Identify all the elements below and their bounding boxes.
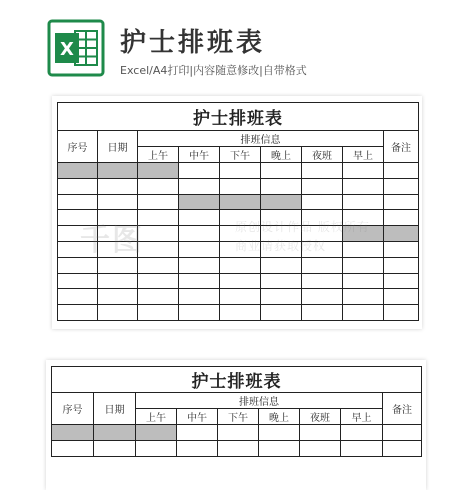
table-cell[interactable] xyxy=(220,226,261,242)
table-cell[interactable] xyxy=(98,257,138,273)
table-cell[interactable] xyxy=(179,241,220,257)
table-row xyxy=(58,289,419,305)
table-cell[interactable] xyxy=(261,226,302,242)
table-cell[interactable] xyxy=(98,210,138,226)
table-cell[interactable] xyxy=(58,273,98,289)
table-cell[interactable] xyxy=(98,241,138,257)
table-row xyxy=(58,273,419,289)
table-cell[interactable] xyxy=(343,226,384,242)
table-cell[interactable] xyxy=(138,178,179,194)
table-cell[interactable] xyxy=(383,425,422,441)
table-cell[interactable] xyxy=(261,257,302,273)
table-cell[interactable] xyxy=(300,425,341,441)
table-cell[interactable] xyxy=(261,178,302,194)
header-date: 日期 xyxy=(94,393,136,425)
table-cell[interactable] xyxy=(179,226,220,242)
table-cell[interactable] xyxy=(384,289,419,305)
header-seq: 序号 xyxy=(52,393,94,425)
header-shift: 早上 xyxy=(343,147,384,163)
table-cell[interactable] xyxy=(341,441,383,457)
header-note: 备注 xyxy=(384,131,419,163)
table-cell[interactable] xyxy=(179,194,220,210)
table-cell[interactable] xyxy=(261,241,302,257)
table-row xyxy=(58,241,419,257)
header-shift: 中午 xyxy=(179,147,220,163)
table-cell[interactable] xyxy=(302,289,343,305)
table-cell[interactable] xyxy=(177,425,218,441)
header-shift: 早上 xyxy=(341,409,383,425)
table-cell[interactable] xyxy=(302,257,343,273)
table-cell[interactable] xyxy=(259,425,300,441)
table-row xyxy=(52,425,422,441)
table-cell[interactable] xyxy=(98,194,138,210)
table-cell[interactable] xyxy=(220,241,261,257)
table-cell[interactable] xyxy=(58,226,98,242)
table-cell[interactable] xyxy=(341,425,383,441)
table-row xyxy=(58,178,419,194)
table-cell[interactable] xyxy=(58,241,98,257)
table-cell[interactable] xyxy=(138,226,179,242)
header-shift: 晚上 xyxy=(259,409,300,425)
table-cell[interactable] xyxy=(58,163,98,179)
table-cell[interactable] xyxy=(343,194,384,210)
table-cell[interactable] xyxy=(343,305,384,321)
table-cell[interactable] xyxy=(94,425,136,441)
table-cell[interactable] xyxy=(384,210,419,226)
table-cell[interactable] xyxy=(98,305,138,321)
table-cell[interactable] xyxy=(384,226,419,242)
table-cell[interactable] xyxy=(138,305,179,321)
header-note: 备注 xyxy=(383,393,422,425)
table-cell[interactable] xyxy=(343,163,384,179)
table-cell[interactable] xyxy=(220,289,261,305)
table-cell[interactable] xyxy=(383,441,422,457)
table-cell[interactable] xyxy=(52,441,94,457)
schedule-table xyxy=(57,102,419,321)
table-cell[interactable] xyxy=(218,425,259,441)
table-cell[interactable] xyxy=(58,194,98,210)
table-cell[interactable] xyxy=(58,178,98,194)
header-seq: 序号 xyxy=(58,131,98,163)
table-cell[interactable] xyxy=(136,441,177,457)
table-cell[interactable] xyxy=(179,257,220,273)
table-cell[interactable] xyxy=(138,289,179,305)
excel-icon-letter: X xyxy=(60,39,74,60)
table-cell[interactable] xyxy=(302,226,343,242)
table-cell[interactable] xyxy=(138,194,179,210)
table-title: 护士排班表 xyxy=(58,103,419,131)
table-cell[interactable] xyxy=(177,441,218,457)
table-cell[interactable] xyxy=(94,441,136,457)
table-cell[interactable] xyxy=(218,441,259,457)
table-cell[interactable] xyxy=(261,210,302,226)
table-cell[interactable] xyxy=(138,210,179,226)
table-cell[interactable] xyxy=(343,178,384,194)
header-shift: 上午 xyxy=(138,147,179,163)
table-cell[interactable] xyxy=(220,305,261,321)
header-group: 排班信息 xyxy=(138,131,384,147)
header-shift: 下午 xyxy=(218,409,259,425)
table-cell[interactable] xyxy=(302,194,343,210)
header-date: 日期 xyxy=(98,131,138,163)
table-cell[interactable] xyxy=(179,305,220,321)
table-cell[interactable] xyxy=(384,273,419,289)
table-cell[interactable] xyxy=(343,257,384,273)
table-cell[interactable] xyxy=(302,241,343,257)
table-cell[interactable] xyxy=(261,163,302,179)
header-shift: 下午 xyxy=(220,147,261,163)
table-cell[interactable] xyxy=(179,289,220,305)
table-cell[interactable] xyxy=(98,289,138,305)
table-cell[interactable] xyxy=(98,226,138,242)
table-cell[interactable] xyxy=(343,273,384,289)
table-row xyxy=(58,257,419,273)
table-cell[interactable] xyxy=(58,289,98,305)
table-cell[interactable] xyxy=(179,163,220,179)
table-cell[interactable] xyxy=(259,441,300,457)
table-row xyxy=(52,441,422,457)
table-cell[interactable] xyxy=(384,194,419,210)
table-cell[interactable] xyxy=(261,289,302,305)
table-cell[interactable] xyxy=(58,257,98,273)
table-cell[interactable] xyxy=(52,425,94,441)
table-cell[interactable] xyxy=(58,305,98,321)
table-cell[interactable] xyxy=(343,241,384,257)
table-cell[interactable] xyxy=(384,163,419,179)
header-shift: 夜班 xyxy=(302,147,343,163)
table-cell[interactable] xyxy=(384,178,419,194)
template-header xyxy=(0,0,474,90)
table-row xyxy=(58,194,419,210)
table-cell[interactable] xyxy=(220,163,261,179)
table-cell[interactable] xyxy=(261,194,302,210)
table-cell[interactable] xyxy=(384,241,419,257)
table-cell[interactable] xyxy=(98,273,138,289)
table-cell[interactable] xyxy=(343,289,384,305)
sheet-preview-1 xyxy=(52,96,422,329)
table-cell[interactable] xyxy=(179,178,220,194)
table-cell[interactable] xyxy=(302,210,343,226)
header-shift: 晚上 xyxy=(261,147,302,163)
header-shift: 中午 xyxy=(177,409,218,425)
schedule-table xyxy=(51,366,422,457)
header-shift: 夜班 xyxy=(300,409,341,425)
table-cell[interactable] xyxy=(302,305,343,321)
table-cell[interactable] xyxy=(384,257,419,273)
table-cell[interactable] xyxy=(138,257,179,273)
page-title: 护士排班表 xyxy=(120,28,266,58)
excel-icon xyxy=(47,19,105,77)
table-cell[interactable] xyxy=(138,241,179,257)
table-cell[interactable] xyxy=(384,305,419,321)
table-cell[interactable] xyxy=(302,273,343,289)
header-group: 排班信息 xyxy=(136,393,383,409)
table-cell[interactable] xyxy=(261,305,302,321)
table-cell[interactable] xyxy=(220,273,261,289)
table-cell[interactable] xyxy=(138,273,179,289)
table-cell[interactable] xyxy=(302,163,343,179)
table-row xyxy=(58,210,419,226)
table-cell[interactable] xyxy=(98,163,138,179)
table-cell[interactable] xyxy=(136,425,177,441)
table-cell[interactable] xyxy=(220,210,261,226)
table-row xyxy=(58,163,419,179)
table-cell[interactable] xyxy=(220,194,261,210)
table-row xyxy=(58,305,419,321)
table-cell[interactable] xyxy=(138,163,179,179)
table-cell[interactable] xyxy=(343,210,384,226)
sheet-preview-2 xyxy=(46,360,426,490)
table-row xyxy=(58,226,419,242)
page-subtitle: Excel/A4打印|内容随意修改|自带格式 xyxy=(120,64,307,77)
table-cell[interactable] xyxy=(300,441,341,457)
table-cell[interactable] xyxy=(179,273,220,289)
table-cell[interactable] xyxy=(261,273,302,289)
table-cell[interactable] xyxy=(220,257,261,273)
table-cell[interactable] xyxy=(179,210,220,226)
table-title: 护士排班表 xyxy=(52,367,422,393)
table-cell[interactable] xyxy=(98,178,138,194)
table-cell[interactable] xyxy=(302,178,343,194)
table-cell[interactable] xyxy=(58,210,98,226)
table-cell[interactable] xyxy=(220,178,261,194)
header-shift: 上午 xyxy=(136,409,177,425)
